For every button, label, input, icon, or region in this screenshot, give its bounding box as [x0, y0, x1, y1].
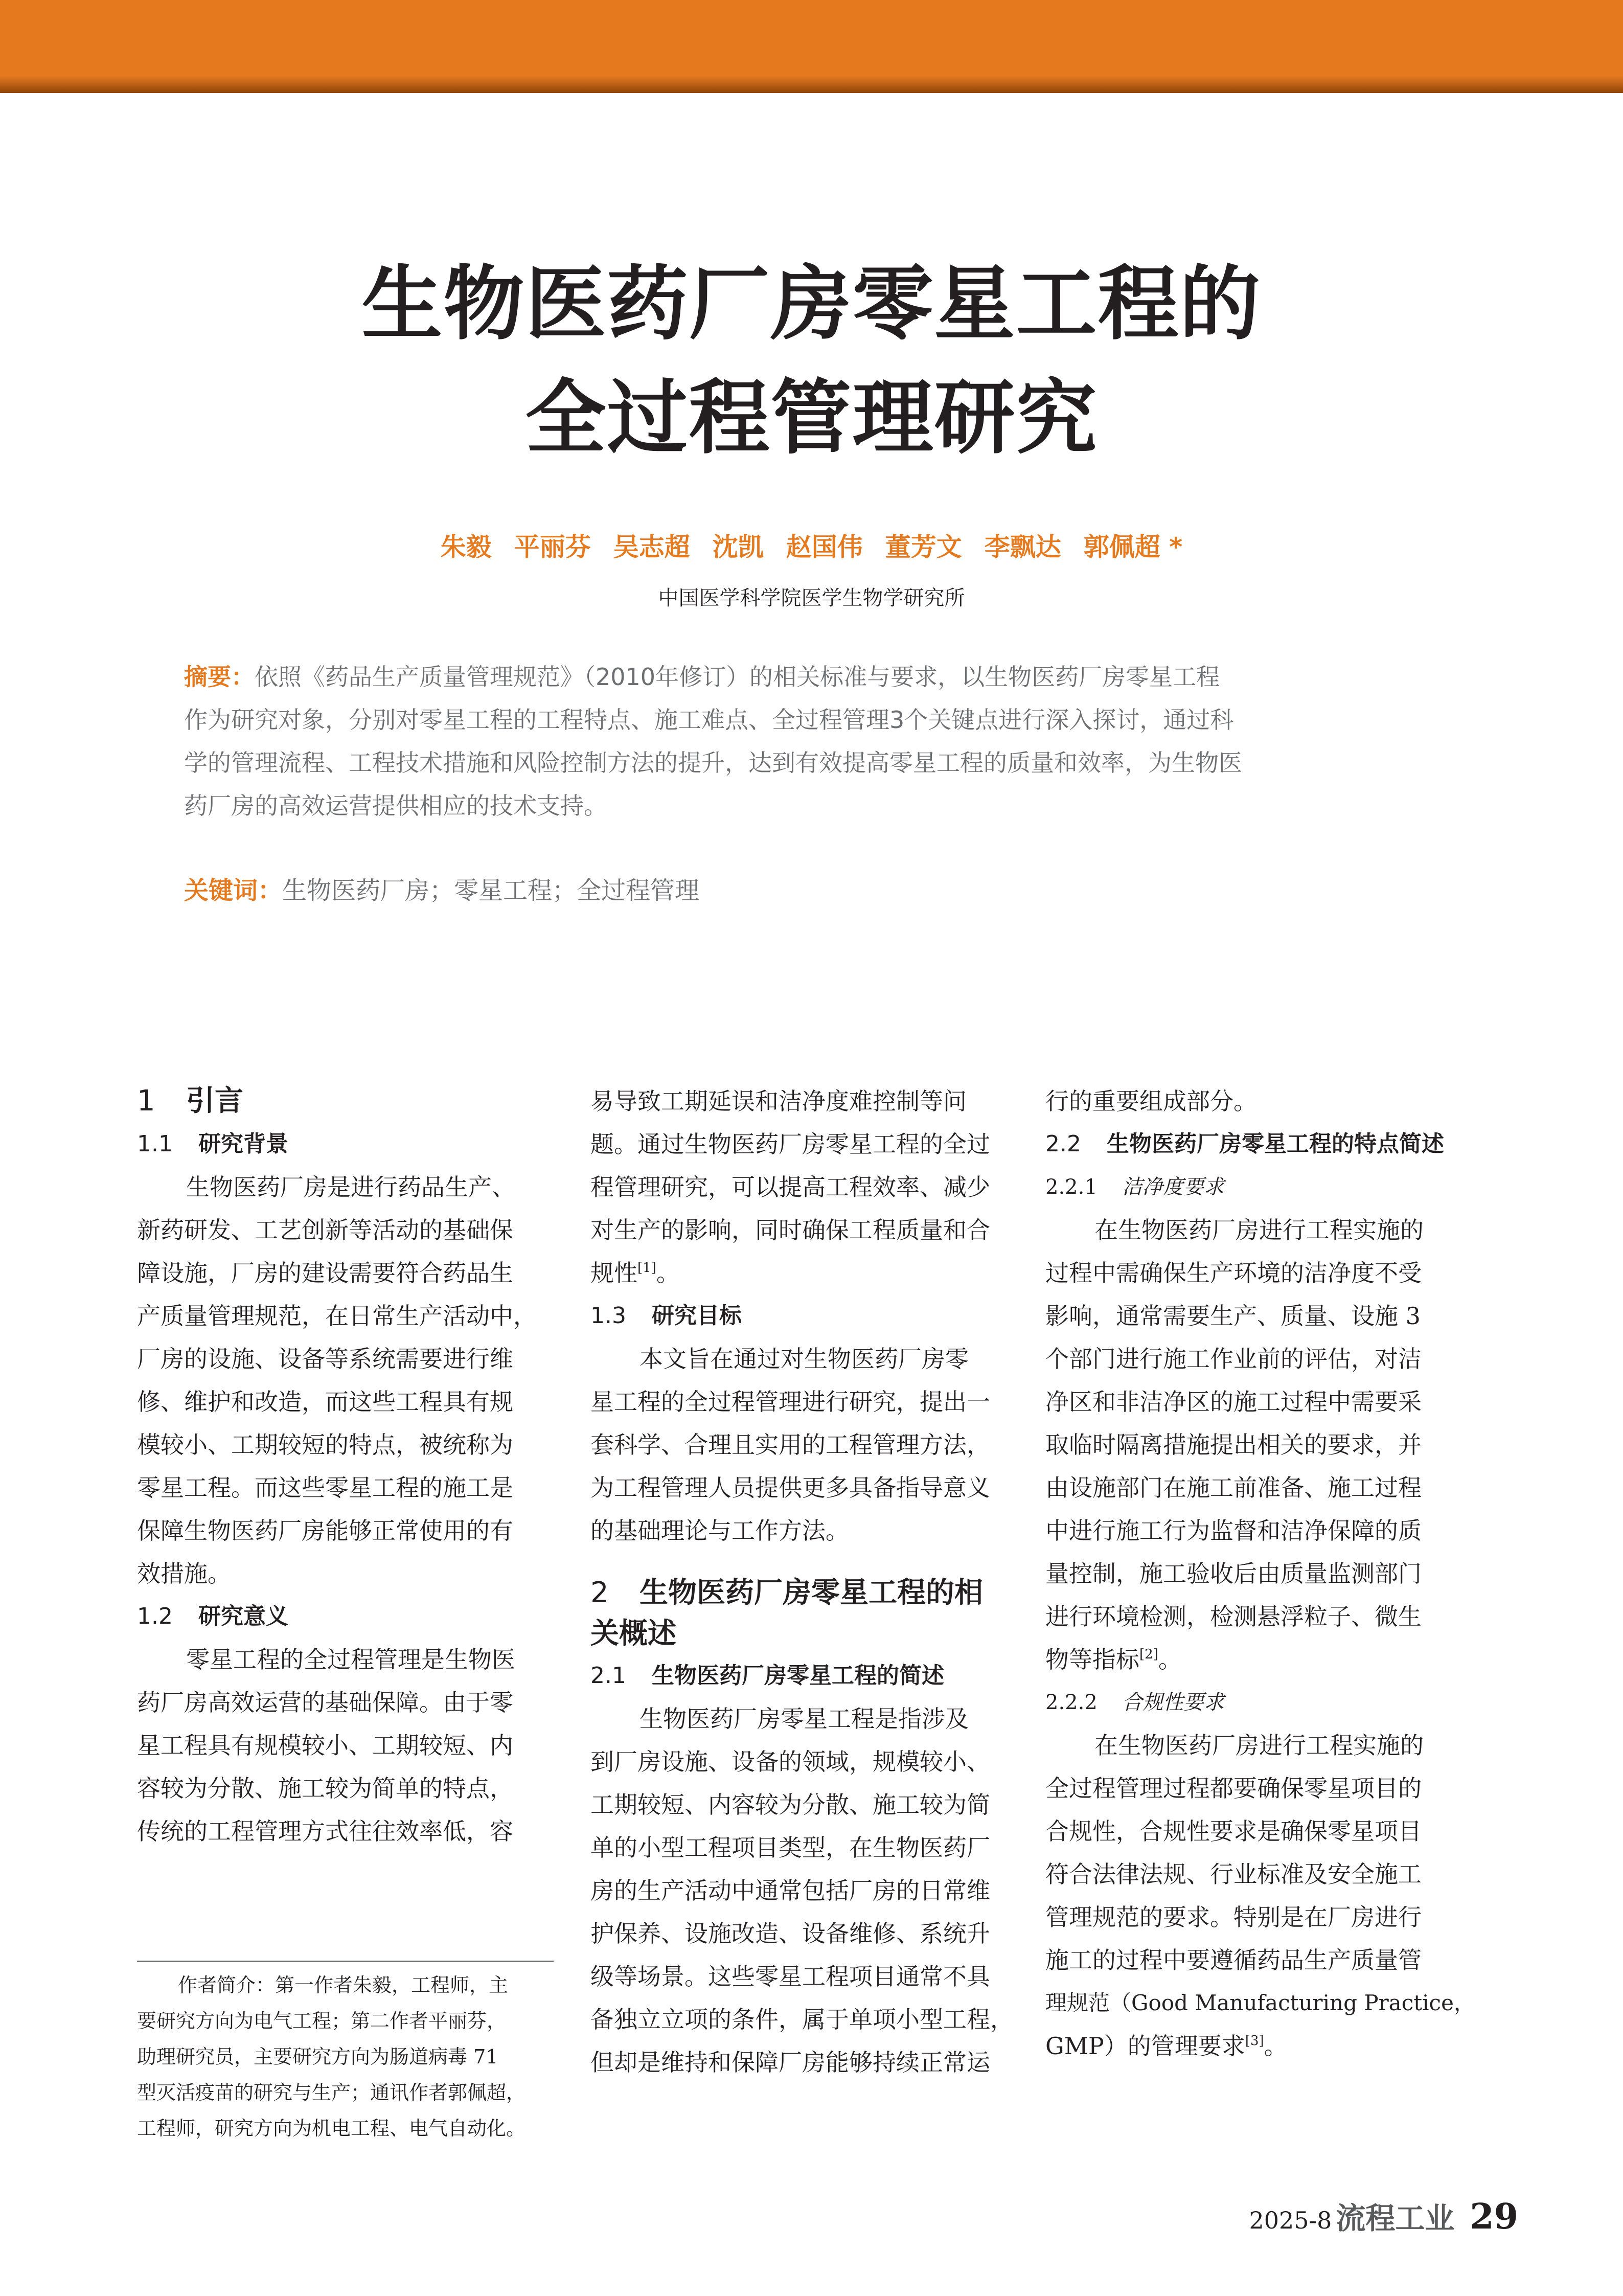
- body-line: 产质量管理规范，在日常生产活动中，: [137, 1302, 537, 1330]
- body-line: 规性[1]。: [590, 1259, 680, 1287]
- subsection-heading-2-2: 2.2 生物医药厂房零星工程的特点简述: [1045, 1131, 1444, 1157]
- body-line: 效措施。: [137, 1560, 231, 1587]
- body-line: 合规性，合规性要求是确保零星项目: [1045, 1817, 1422, 1845]
- citation-ref[interactable]: [3]: [1245, 2033, 1264, 2049]
- article-title-line-1: 生物医药厂房零星工程的: [361, 257, 1262, 351]
- footnote-line: 型灭活疫苗的研究与生产；通讯作者郭佩超，: [137, 2081, 526, 2104]
- body-line: 障设施，厂房的建设需要符合药品生: [137, 1259, 513, 1287]
- body-line: 套科学、合理且实用的工程管理方法，: [590, 1431, 990, 1459]
- issue-date: 2025-8: [1249, 2207, 1332, 2234]
- body-line: 厂房的设施、设备等系统需要进行维: [137, 1345, 513, 1373]
- body-line: 的基础理论与工作方法。: [590, 1517, 849, 1544]
- body-line: 量控制，施工验收后由质量监测部门: [1045, 1560, 1422, 1587]
- body-line: 净区和非洁净区的施工过程中需要采: [1045, 1388, 1422, 1416]
- abstract-line: 依照《药品生产质量管理规范》（2010年修订）的相关标准与要求，以生物医药厂房零星工程: [255, 663, 1220, 691]
- body-line: 符合法律法规、行业标准及安全施工: [1045, 1860, 1422, 1888]
- author-list: [0, 532, 1623, 562]
- body-line: 但却是维持和保障厂房能够持续正常运: [590, 2049, 990, 2076]
- body-line: 房的生产活动中通常包括厂房的日常维: [590, 1877, 990, 1904]
- column-left: [137, 1080, 556, 1853]
- abstract-label: 摘要：: [184, 663, 255, 691]
- abstract-line: 作为研究对象，分别对零星工程的工程特点、施工难点、全过程管理3个关键点进行深入探讨，通过科: [184, 706, 1234, 734]
- body-line: 中进行施工行为监督和洁净保障的质: [1045, 1517, 1422, 1544]
- page-number: 29: [1470, 2196, 1518, 2237]
- column-middle: [590, 1080, 1014, 2084]
- footnote-line: 要研究方向为电气工程；第二作者平丽芬，: [137, 2010, 507, 2032]
- author: 吴志超: [613, 532, 690, 562]
- abstract: [184, 655, 1421, 827]
- body-line: 本文旨在通过对生物医药厂房零: [639, 1345, 969, 1373]
- footnote-line: 工程师，研究方向为机电工程、电气自动化。: [137, 2117, 526, 2140]
- section-heading-2: 2 生物医药厂房零星工程的相关概述: [590, 1576, 983, 1650]
- body-line: 进行环境检测，检测悬浮粒子、微生: [1045, 1603, 1422, 1630]
- body-line: 单的小型工程项目类型，在生物医药厂: [590, 1834, 990, 1861]
- body-line: 影响，通常需要生产、质量、设施 3: [1045, 1302, 1421, 1330]
- body-line: 在生物医药厂房进行工程实施的: [1094, 1216, 1424, 1244]
- body-line: 取临时隔离措施提出相关的要求，并: [1045, 1431, 1422, 1459]
- section-heading-1: 1 引言: [137, 1084, 243, 1118]
- body-line: 新药研发、工艺创新等活动的基础保: [137, 1216, 513, 1244]
- body-line: 工期较短、内容较为分散、施工较为简: [590, 1791, 990, 1818]
- author: 朱毅: [440, 532, 492, 562]
- author: 李飘达: [984, 532, 1061, 562]
- body-line: 程管理研究，可以提高工程效率、减少: [590, 1173, 990, 1201]
- citation-ref[interactable]: [1]: [637, 1260, 656, 1276]
- footnote-line: 助理研究员，主要研究方向为肠道病毒 71: [137, 2045, 498, 2068]
- body-line: 星工程具有规模较小、工期较短、内: [137, 1732, 513, 1759]
- journal-name: 流程工业: [1336, 2201, 1455, 2236]
- body-line: 行的重要组成部分。: [1045, 1087, 1257, 1115]
- footnote-divider: [137, 1961, 554, 1962]
- body-line: 过程中需确保生产环境的洁净度不受: [1045, 1259, 1422, 1287]
- subsection-heading-1-3: 1.3 研究目标: [590, 1303, 742, 1329]
- subsubsection-heading-2-2-2: 2.2.2 合规性要求: [1045, 1691, 1224, 1714]
- body-line: 药厂房高效运营的基础保障。由于零: [137, 1689, 513, 1716]
- subsubsection-heading-2-2-1: 2.2.1 洁净度要求: [1045, 1175, 1224, 1199]
- subsection-heading-1-1: 1.1 研究背景: [137, 1131, 288, 1157]
- citation-ref[interactable]: [2]: [1139, 1647, 1158, 1662]
- body-line: 理规范（Good Manufacturing Practice，: [1045, 1990, 1475, 2015]
- body-line: 保障生物医药厂房能够正常使用的有: [137, 1517, 513, 1544]
- body-line: 到厂房设施、设备的领域，规模较小、: [590, 1748, 990, 1776]
- page-footer: [1249, 2194, 1518, 2237]
- subsection-heading-2-1: 2.1 生物医药厂房零星工程的简述: [590, 1663, 944, 1689]
- affiliation: 中国医学科学院医学生物学研究所: [658, 586, 965, 610]
- footnote-line: 作者简介：第一作者朱毅，工程师，主: [178, 1974, 509, 1996]
- body-line: 在生物医药厂房进行工程实施的: [1094, 1732, 1424, 1759]
- body-line: 个部门进行施工作业前的评估，对洁: [1045, 1345, 1422, 1373]
- keywords: [184, 869, 699, 912]
- body-line: 施工的过程中要遵循药品生产质量管: [1045, 1946, 1422, 1974]
- column-right: [1045, 1080, 1475, 2067]
- body-line: 易导致工期延误和洁净度难控制等问: [590, 1087, 967, 1115]
- body-line: 生物医药厂房零星工程是指涉及: [639, 1705, 969, 1733]
- author-bio-footnote: [137, 1967, 556, 2146]
- body-line: 对生产的影响，同时确保工程质量和合: [590, 1216, 990, 1244]
- body-line: 零星工程的全过程管理是生物医: [186, 1646, 515, 1673]
- keywords-label: 关键词：: [184, 876, 283, 905]
- body-line: 生物医药厂房是进行药品生产、: [186, 1173, 515, 1201]
- article-title-line-2: 全过程管理研究: [525, 371, 1098, 465]
- keywords-text: 生物医药厂房；零星工程；全过程管理: [282, 876, 700, 905]
- body-line: 传统的工程管理方式往往效率低，容: [137, 1817, 513, 1845]
- body-line: 题。通过生物医药厂房零星工程的全过: [590, 1130, 990, 1158]
- body-line: 备独立立项的条件，属于单项小型工程，: [590, 2006, 1014, 2033]
- body-line: 零星工程。而这些零星工程的施工是: [137, 1474, 513, 1502]
- body-line: 修、维护和改造，而这些工程具有规: [137, 1388, 513, 1416]
- body-line: 由设施部门在施工前准备、施工过程: [1045, 1474, 1422, 1502]
- body-line: 为工程管理人员提供更多具备指导意义: [590, 1474, 990, 1502]
- body-line: 模较小、工期较短的特点，被统称为: [137, 1431, 513, 1459]
- body-line: 容较为分散、施工较为简单的特点，: [137, 1775, 513, 1802]
- body-line: 级等场景。这些零星工程项目通常不具: [590, 1963, 990, 1990]
- body-line: GMP）的管理要求[3]。: [1045, 2032, 1288, 2060]
- body-line: 管理规范的要求。特别是在厂房进行: [1045, 1903, 1422, 1931]
- abstract-line: 学的管理流程、工程技术措施和风险控制方法的提升，达到有效提高零星工程的质量和效率，为生物医: [184, 749, 1242, 777]
- abstract-line: 药厂房的高效运营提供相应的技术支持。: [184, 792, 607, 820]
- author: 郭佩超 *: [1083, 532, 1183, 562]
- author: 沈凯: [712, 532, 764, 562]
- body-line: 护保养、设施改造、设备维修、系统升: [590, 1920, 990, 1947]
- author: 董芳文: [885, 532, 962, 562]
- body-line: 全过程管理过程都要确保零星项目的: [1045, 1775, 1422, 1802]
- author: 赵国伟: [786, 532, 863, 562]
- header-band: [0, 0, 1623, 93]
- author: 平丽芬: [514, 532, 591, 562]
- body-line: 物等指标[2]。: [1045, 1646, 1182, 1673]
- subsection-heading-1-2: 1.2 研究意义: [137, 1603, 288, 1629]
- body-line: 星工程的全过程管理进行研究，提出一: [590, 1388, 990, 1416]
